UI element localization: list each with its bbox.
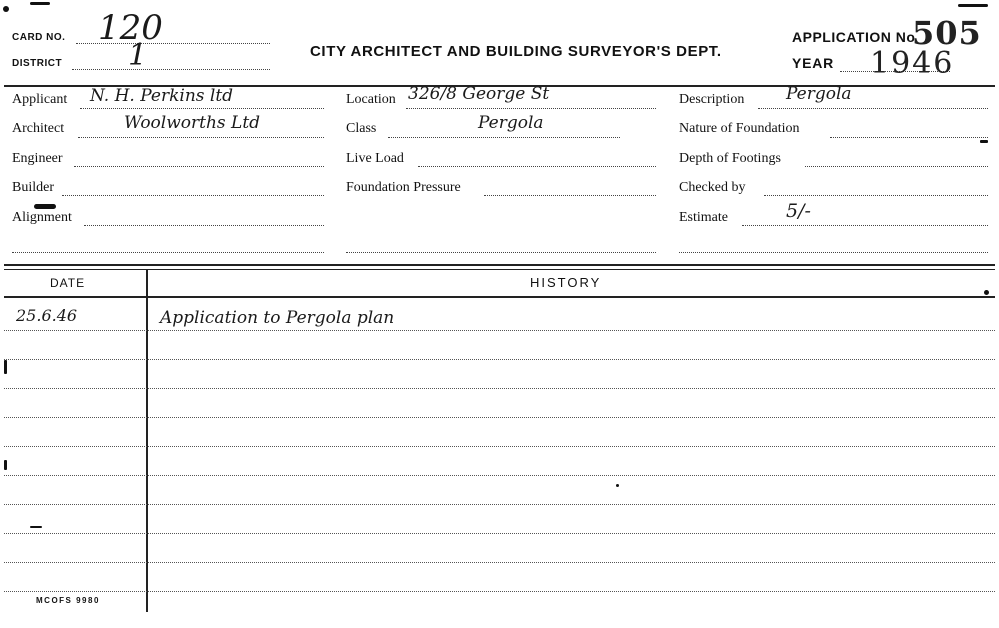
year-label: YEAR (792, 55, 835, 71)
ruled-line (4, 417, 995, 418)
architect-value: Woolworths Ltd (124, 113, 261, 133)
history-column-header: HISTORY (530, 275, 602, 290)
district-label: DISTRICT (12, 58, 63, 69)
location-label: Location (346, 92, 396, 107)
builder-line (62, 195, 324, 196)
nature-of-foundation-line (830, 137, 988, 138)
blank-line-left (12, 252, 324, 253)
applicant-line (80, 108, 324, 109)
ruled-line (4, 475, 995, 476)
blank-line-mid (346, 252, 656, 253)
engineer-line (74, 166, 324, 167)
alignment-line (84, 225, 324, 226)
history-text: Application to Pergola plan (160, 308, 395, 328)
alignment-label: Alignment (12, 210, 72, 225)
history-date: 25.6.46 (16, 306, 78, 325)
ruled-line (4, 446, 995, 447)
ruled-line (4, 330, 995, 331)
class-value: Pergola (478, 113, 544, 133)
ruled-line (4, 562, 995, 563)
card-no-value: 120 (98, 8, 163, 48)
scan-speck (3, 6, 9, 12)
ruled-line (4, 533, 995, 534)
estimate-value: 5/- (786, 200, 811, 222)
page-title: CITY ARCHITECT AND BUILDING SURVEYOR'S DEPT. (310, 43, 722, 60)
class-line (388, 137, 620, 138)
checked-by-label: Checked by (679, 180, 746, 195)
location-value: 326/8 George St (408, 84, 550, 104)
history-header-rule (4, 296, 995, 298)
scan-speck (980, 140, 988, 143)
scan-speck (4, 460, 7, 470)
ruled-line (4, 504, 995, 505)
year-value: 1946 (870, 46, 955, 81)
live-load-line (418, 166, 656, 167)
architect-label: Architect (12, 121, 65, 136)
checked-by-line (764, 195, 988, 196)
depth-of-footings-line (805, 166, 988, 167)
class-label: Class (346, 121, 377, 136)
form-code: MCOFS 9980 (36, 596, 100, 605)
description-value: Pergola (786, 84, 852, 104)
date-column-header: DATE (50, 276, 86, 290)
depth-of-footings-label: Depth of Footings (679, 151, 781, 166)
nature-of-foundation-label: Nature of Foundation (679, 121, 800, 136)
applicant-value: N. H. Perkins ltd (90, 86, 234, 106)
applicant-label: Applicant (12, 92, 68, 107)
foundation-pressure-line (484, 195, 656, 196)
location-line (406, 108, 656, 109)
scan-speck (30, 2, 50, 5)
district-value: 1 (128, 38, 148, 73)
description-line (758, 108, 988, 109)
ruled-line (4, 359, 995, 360)
card-no-label: CARD NO. (12, 32, 66, 43)
application-value: 505 (912, 14, 982, 52)
estimate-line (742, 225, 988, 226)
scan-speck (34, 204, 56, 209)
scan-speck (984, 290, 989, 295)
scan-speck (30, 526, 42, 528)
builder-label: Builder (12, 180, 54, 195)
scan-speck (616, 484, 619, 487)
date-column-divider (146, 270, 148, 612)
history-top-rule (4, 264, 995, 266)
architect-line (78, 137, 324, 138)
ruled-line (4, 388, 995, 389)
district-line (72, 69, 270, 70)
live-load-label: Live Load (346, 151, 404, 166)
scan-speck (4, 360, 7, 374)
application-label: APPLICATION No (792, 29, 916, 45)
ruled-line (4, 591, 995, 592)
estimate-label: Estimate (679, 210, 728, 225)
history-top-rule-thin (4, 269, 995, 270)
engineer-label: Engineer (12, 151, 63, 166)
scan-speck (958, 4, 988, 7)
foundation-pressure-label: Foundation Pressure (346, 180, 461, 195)
blank-line-right (679, 252, 988, 253)
description-label: Description (679, 92, 745, 107)
